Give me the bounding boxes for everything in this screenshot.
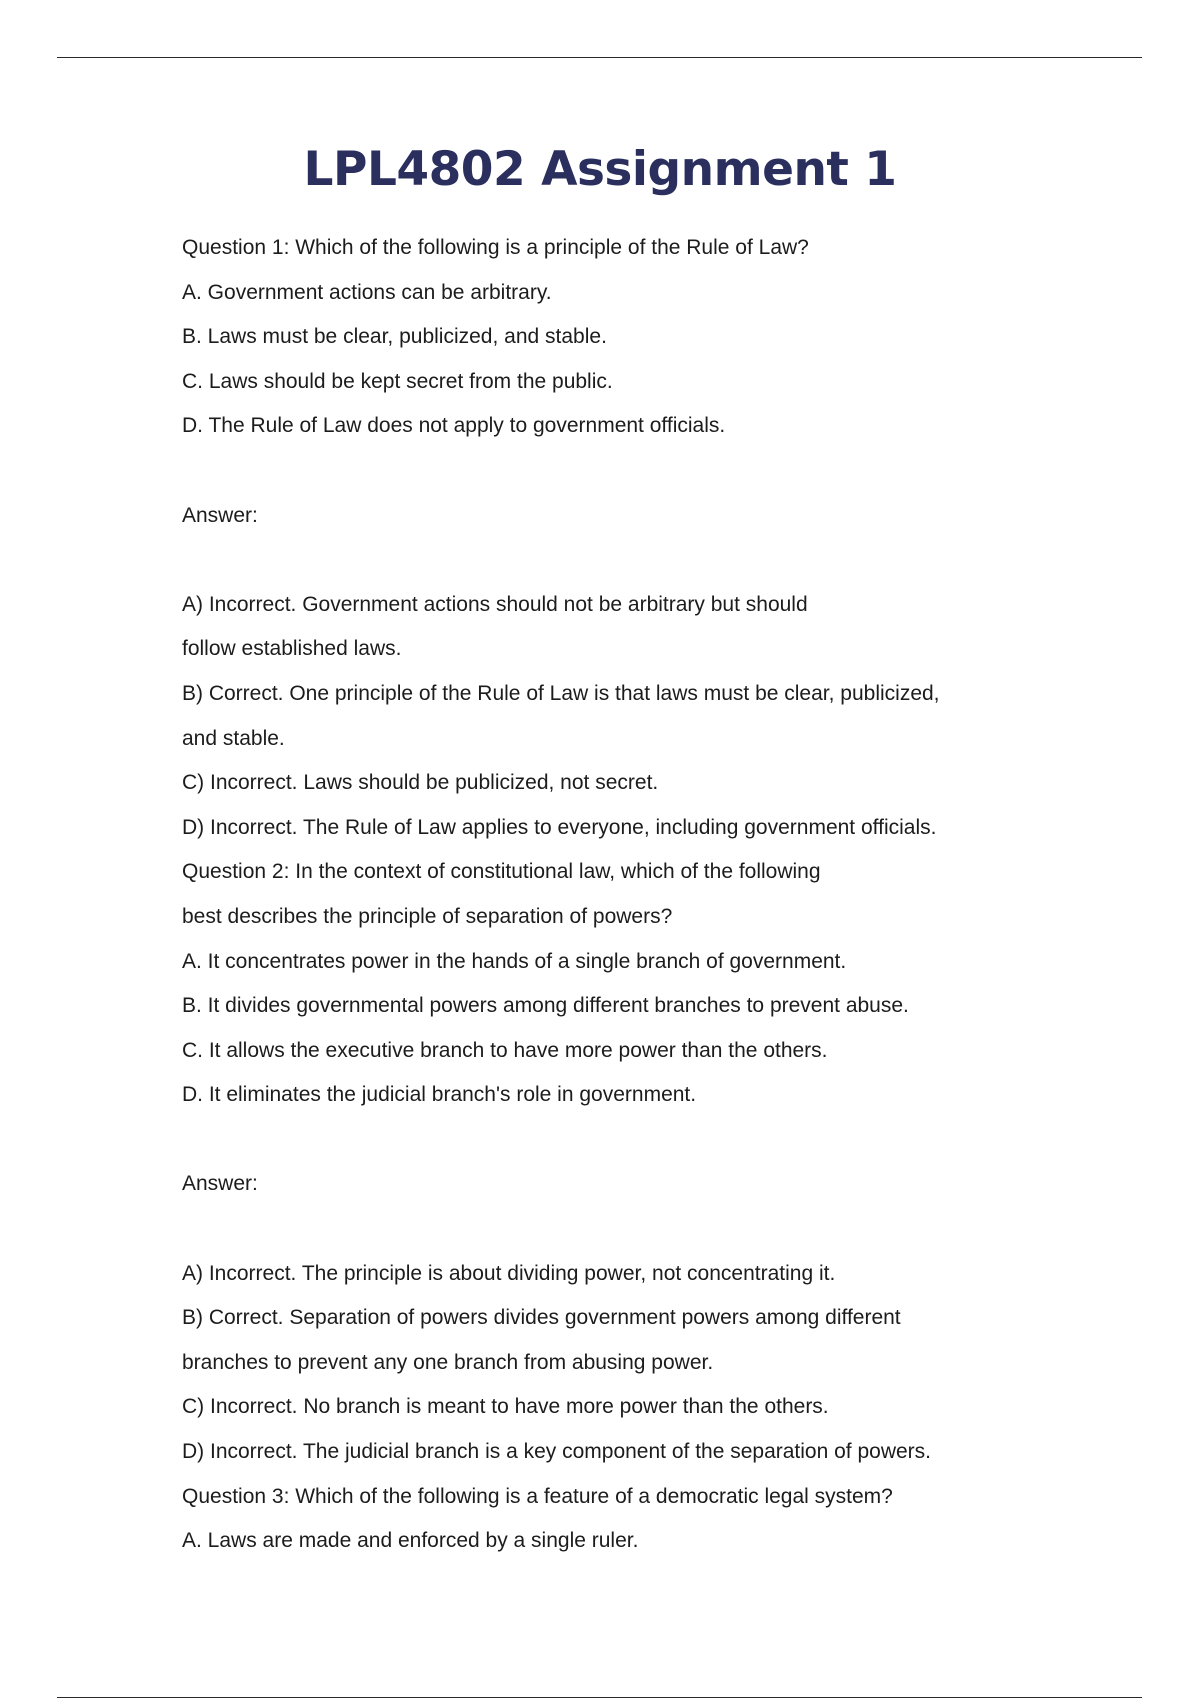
question-2-answer-label: Answer: <box>182 1172 258 1196</box>
question-3-text: Question 3: Which of the following is a feature of a democratic legal system? <box>182 1484 893 1508</box>
document-title: LPL4802 Assignment 1 <box>303 142 897 197</box>
footer-rule <box>57 1697 1142 1698</box>
question-2-explanation-b <box>182 1303 1012 1392</box>
question-2-text <box>182 857 1012 946</box>
question-line: best describes the principle of separation of powers? <box>182 904 673 928</box>
explanation-line: and stable. <box>182 726 285 750</box>
question-1-text: Question 1: Which of the following is a principle of the Rule of Law? <box>182 236 809 259</box>
question-1-option-c: C. Laws should be kept secret from the public. <box>182 369 613 393</box>
explanation-line: follow established laws. <box>182 637 402 661</box>
explanation-line: B) Correct. Separation of powers divides government powers among different <box>182 1306 901 1330</box>
question-2-explanation-a: A) Incorrect. The principle is about dividing power, not concentrating it. <box>182 1261 836 1285</box>
question-1-option-d: D. The Rule of Law does not apply to government officials. <box>182 414 726 438</box>
document-body <box>182 233 1012 1571</box>
explanation-line: branches to prevent any one branch from abusing power. <box>182 1350 714 1374</box>
question-1-option-a: A. Government actions can be arbitrary. <box>182 280 552 304</box>
question-2-option-c: C. It allows the executive branch to have more power than the others. <box>182 1038 828 1062</box>
question-1-explanation-c: C) Incorrect. Laws should be publicized, not secret. <box>182 771 659 795</box>
spacer <box>182 456 1012 501</box>
spacer <box>182 545 1012 590</box>
question-1-explanation-a <box>182 590 1012 679</box>
question-1-explanation-d: D) Incorrect. The Rule of Law applies to everyone, including government officials. <box>182 815 937 839</box>
question-2-option-a: A. It concentrates power in the hands of a single branch of government. <box>182 949 847 973</box>
spacer <box>182 1125 1012 1170</box>
header-rule <box>57 57 1142 58</box>
question-1-answer-label: Answer: <box>182 503 258 527</box>
question-line: Question 2: In the context of constitutional law, which of the following <box>182 860 821 884</box>
explanation-line: B) Correct. One principle of the Rule of Law is that laws must be clear, publicized, <box>182 681 940 705</box>
question-2-explanation-c: C) Incorrect. No branch is meant to have more power than the others. <box>182 1395 829 1419</box>
question-1-option-b: B. Laws must be clear, publicized, and stable. <box>182 325 607 349</box>
explanation-line: A) Incorrect. Government actions should not be arbitrary but should <box>182 592 808 616</box>
question-2-option-b: B. It divides governmental powers among different branches to prevent abuse. <box>182 994 909 1018</box>
question-3-option-a: A. Laws are made and enforced by a single ruler. <box>182 1529 639 1553</box>
question-1-explanation-b <box>182 679 1012 768</box>
question-2-explanation-d: D) Incorrect. The judicial branch is a key component of the separation of powers. <box>182 1440 931 1464</box>
question-2-option-d: D. It eliminates the judicial branch's role in government. <box>182 1083 697 1107</box>
spacer <box>182 1214 1012 1259</box>
